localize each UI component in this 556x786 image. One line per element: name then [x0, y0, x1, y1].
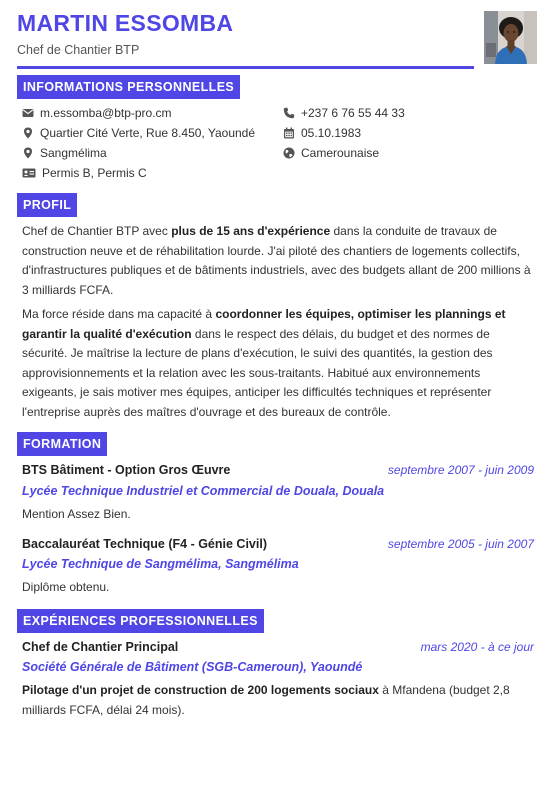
section-title-education: FORMATION [17, 432, 107, 456]
experience-title: Chef de Chantier Principal [22, 640, 179, 654]
section-title-personal: INFORMATIONS PERSONNELLES [17, 75, 240, 99]
education-dates: septembre 2005 - juin 2007 [387, 537, 534, 551]
education-dates: septembre 2007 - juin 2009 [387, 463, 534, 477]
profile-paragraph-2: Ma force réside dans ma capacité à coordonner les équipes, optimiser les plannings et garantir la qualité d'exécution dans le respect des délais, du budget et des normes de sécurité. Je maîtrise la lecture de plans d'exécution, le suivi des quantités, la gestion des approvisionnements et la relation avec les sous-traitants. Habitué aux environnements exigeants, je sais motiver mes équipes, anticiper les difficultés techniques et représenter l'entreprise auprès des maîtres d'ouvrage et des bureaux de contrôle. [22, 307, 506, 419]
education-title: Baccalauréat Technique (F4 - Génie Civil) [22, 537, 267, 551]
calendar-icon [283, 127, 295, 139]
phone-icon [283, 107, 295, 119]
job-title: Chef de Chantier BTP [17, 43, 140, 57]
contact-phone[interactable] [283, 106, 405, 120]
experience-company: Société Générale de Bâtiment (SGB-Cameroun), Yaoundé [22, 660, 363, 674]
header-divider [17, 66, 474, 69]
contact-address [22, 126, 255, 140]
map-pin-icon [22, 147, 34, 159]
map-pin-icon [22, 127, 34, 139]
section-title-profile: PROFIL [17, 193, 77, 217]
license-value: Permis B, Permis C [42, 166, 147, 180]
candidate-name: MARTIN ESSOMBA [17, 10, 234, 36]
education-title: BTS Bâtiment - Option Gros Œuvre [22, 463, 231, 477]
address-value: Quartier Cité Verte, Rue 8.450, Yaoundé [40, 126, 256, 140]
experience-dates: mars 2020 - à ce jour [420, 640, 534, 654]
profile-paragraph-1: Chef de Chantier BTP avec plus de 15 ans d'expérience dans la conduite de travaux de construction neuve et de réhabilitation lourde. J'ai piloté des chantiers de logements collectifs, d'infrastructures publiques et de bâtiments industriels, avec des budgets allant de 200 millions à 3 milliards FCFA. [22, 224, 531, 297]
birthdate-value: 05.10.1983 [301, 126, 362, 140]
experience-description: Pilotage d'un projet de construction de 200 logements sociaux à Mfandena (budget 2,8 milliards FCFA, délai 24 mois). [22, 683, 510, 717]
profile-photo [484, 11, 537, 64]
globe-icon [283, 147, 295, 159]
envelope-icon [22, 107, 34, 119]
education-note: Mention Assez Bien. [22, 507, 131, 521]
nationality-value: Camerounaise [301, 146, 380, 160]
section-title-experience: EXPÉRIENCES PROFESSIONNELLES [17, 609, 264, 633]
email-value: m.essomba@btp-pro.cm [40, 106, 172, 120]
contact-license [22, 166, 147, 180]
contact-email[interactable] [22, 106, 172, 120]
contact-nationality [283, 146, 379, 160]
education-note: Diplôme obtenu. [22, 580, 110, 594]
contact-birthplace [22, 146, 107, 160]
phone-value: +237 6 76 55 44 33 [301, 106, 405, 120]
education-school: Lycée Technique de Sangmélima, Sangmélima [22, 557, 299, 571]
contact-birthdate [283, 126, 361, 140]
id-card-icon [22, 167, 36, 179]
education-school: Lycée Technique Industriel et Commercial de Douala, Douala [22, 484, 385, 498]
birthplace-value: Sangmélima [40, 146, 107, 160]
